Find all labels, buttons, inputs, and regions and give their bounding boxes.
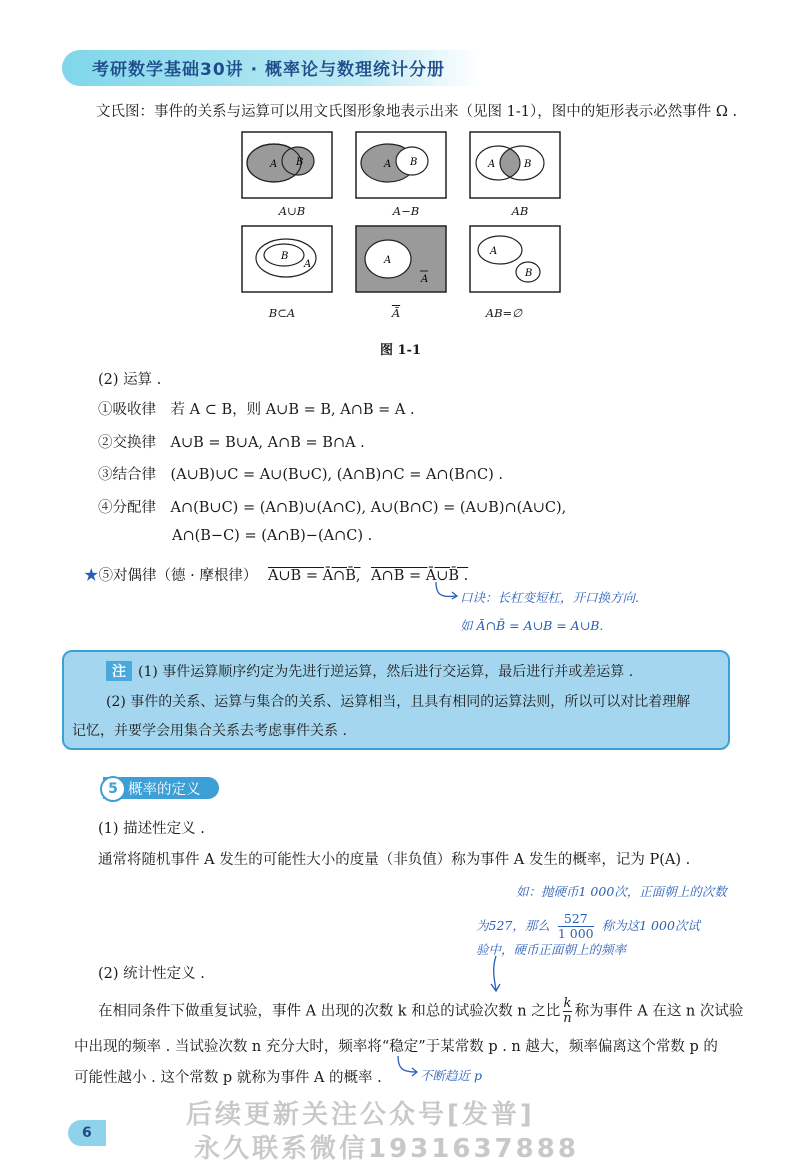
venn-caption: AB=∅	[485, 306, 523, 320]
section-title: 概率的定义	[128, 782, 201, 798]
book-title: 考研数学基础30讲 · 概率论与数理统计分册	[92, 60, 445, 80]
venn-label-b: B	[410, 157, 418, 168]
hand-arrow-icon	[432, 580, 462, 620]
venn-intersection	[470, 132, 560, 198]
venn-label-a: A	[384, 159, 392, 170]
demorgan-formula-2: A∩B = Ā∪B̄ .	[371, 568, 469, 584]
law-distributive: ④分配律 A∩(B∪C) = (A∩B)∪(A∩C), A∪(B∩C) = (A∪B)∩(A∪C),	[98, 500, 567, 516]
ops-heading: (2) 运算 .	[98, 372, 162, 388]
law-absorption: ①吸收律 若 A ⊂ B，则 A∪B = B, A∩B = A .	[98, 402, 415, 418]
venn-label-b: B	[296, 157, 304, 168]
demorgan-label: ⑤对偶律（德 · 摩根律）	[98, 568, 258, 584]
venn-label-abar: A	[421, 274, 429, 285]
watermark-line-2: 永久联系微信1931637888	[194, 1134, 579, 1164]
handnote-example: 如 Ā∩B̄ = A∪B = A∪B.	[460, 618, 604, 633]
watermark-line-1: 后续更新关注公众号[发普]	[186, 1100, 535, 1130]
venn-diagram-figure	[236, 126, 566, 336]
def2-frac-den: n	[563, 1011, 572, 1026]
law-distributive-cont: A∩(B−C) = (A∩B)−(A∩C) .	[172, 528, 373, 544]
note-tag: 注	[106, 661, 132, 681]
def2-line-2: 中出现的频率 . 当试验次数 n 充分大时，频率将“稳定”于某常数 p . n 越大，频率偏离这个常数 p 的	[74, 1039, 718, 1055]
note-line-2: (2) 事件的关系、运算与集合的关系、运算相当，且具有相同的运算法则，所以可以对比着理解	[106, 694, 691, 710]
def2-frac-num: k	[563, 996, 572, 1011]
venn-label-b: B	[525, 268, 533, 279]
handnote-coin-2a: 为527，那么	[476, 918, 550, 933]
hand-arrow-icon	[486, 954, 506, 994]
star-icon: ★	[84, 568, 99, 584]
venn-caption: B⊂A	[268, 306, 296, 320]
venn-union	[242, 132, 332, 198]
venn-label-a: A	[488, 159, 496, 170]
figure-caption: 图 1-1	[380, 343, 422, 358]
venn-label-b: B	[524, 159, 532, 170]
intro-text: 文氏图：事件的关系与运算可以用文氏图形象地表示出来（见图 1-1），图中的矩形表示必然事件 Ω .	[96, 104, 738, 120]
def2-line-1a: 在相同条件下做重复试验，事件 A 出现的次数 k 和总的试验次数 n 之比	[98, 1003, 561, 1020]
law-associative: ③结合律 (A∪B)∪C = A∪(B∪C), (A∩B)∩C = A∩(B∩C) .	[98, 467, 504, 483]
handnote-coin-2b: 称为这1 000次试	[601, 918, 700, 933]
handnote-coin-1: 如：抛硬币1 000次，正面朝上的次数	[516, 884, 727, 899]
venn-label-a: A	[490, 246, 498, 257]
hand-arrow-icon	[392, 1054, 422, 1084]
coin-frac-num: 527	[558, 912, 594, 927]
demorgan-formula-1: A∪B = Ā∩B̄,	[267, 568, 361, 584]
venn-subset	[242, 226, 332, 292]
venn-difference	[356, 132, 446, 198]
def2-line-3: 可能性越小 . 这个常数 p 就称为事件 A 的概率 .	[74, 1070, 382, 1086]
handnote-coin-3: 验中，硬币正面朝上的频率	[476, 942, 627, 957]
venn-caption: A∪B	[278, 204, 306, 218]
note-line-1	[106, 661, 633, 681]
venn-caption: A−B	[392, 204, 420, 218]
def2-line-1b: 称为事件 A 在这 n 次试验	[574, 1003, 744, 1020]
note-text-1: (1) 事件运算顺序约定为先进行逆运算，然后进行交运算，最后进行并或差运算 .	[138, 664, 634, 680]
handnote-mnemonic: 口诀：长杠变短杠，开口换方向.	[460, 590, 639, 605]
venn-caption: AB	[511, 204, 529, 218]
coin-frac-den: 1 000	[557, 926, 594, 941]
venn-label-a: A	[384, 255, 392, 266]
venn-complement	[356, 226, 446, 292]
law-demorgan	[84, 564, 468, 585]
venn-label-a: A	[270, 159, 278, 170]
def1-heading: (1) 描述性定义 .	[98, 821, 205, 837]
handnote-coin-2	[476, 912, 700, 941]
def2-heading: (2) 统计性定义 .	[98, 966, 205, 982]
venn-label-b: B	[281, 251, 289, 262]
page-number: 6	[68, 1120, 106, 1146]
venn-caption: $\overline{Ā}$	[391, 306, 401, 320]
section-number: 5	[100, 776, 126, 802]
venn-label-a: A	[304, 259, 312, 270]
handnote-approach: 不断趋近 p	[420, 1068, 482, 1083]
def1-text: 通常将随机事件 A 发生的可能性大小的度量（非负值）称为事件 A 发生的概率，记为 P(A) .	[98, 852, 691, 868]
def2-line-1	[98, 997, 743, 1026]
law-commutative: ②交换律 A∪B = B∪A, A∩B = B∩A .	[98, 435, 365, 451]
venn-disjoint	[470, 226, 560, 292]
note-line-3: 记忆，并要学会用集合关系去考虑事件关系 .	[72, 723, 347, 739]
